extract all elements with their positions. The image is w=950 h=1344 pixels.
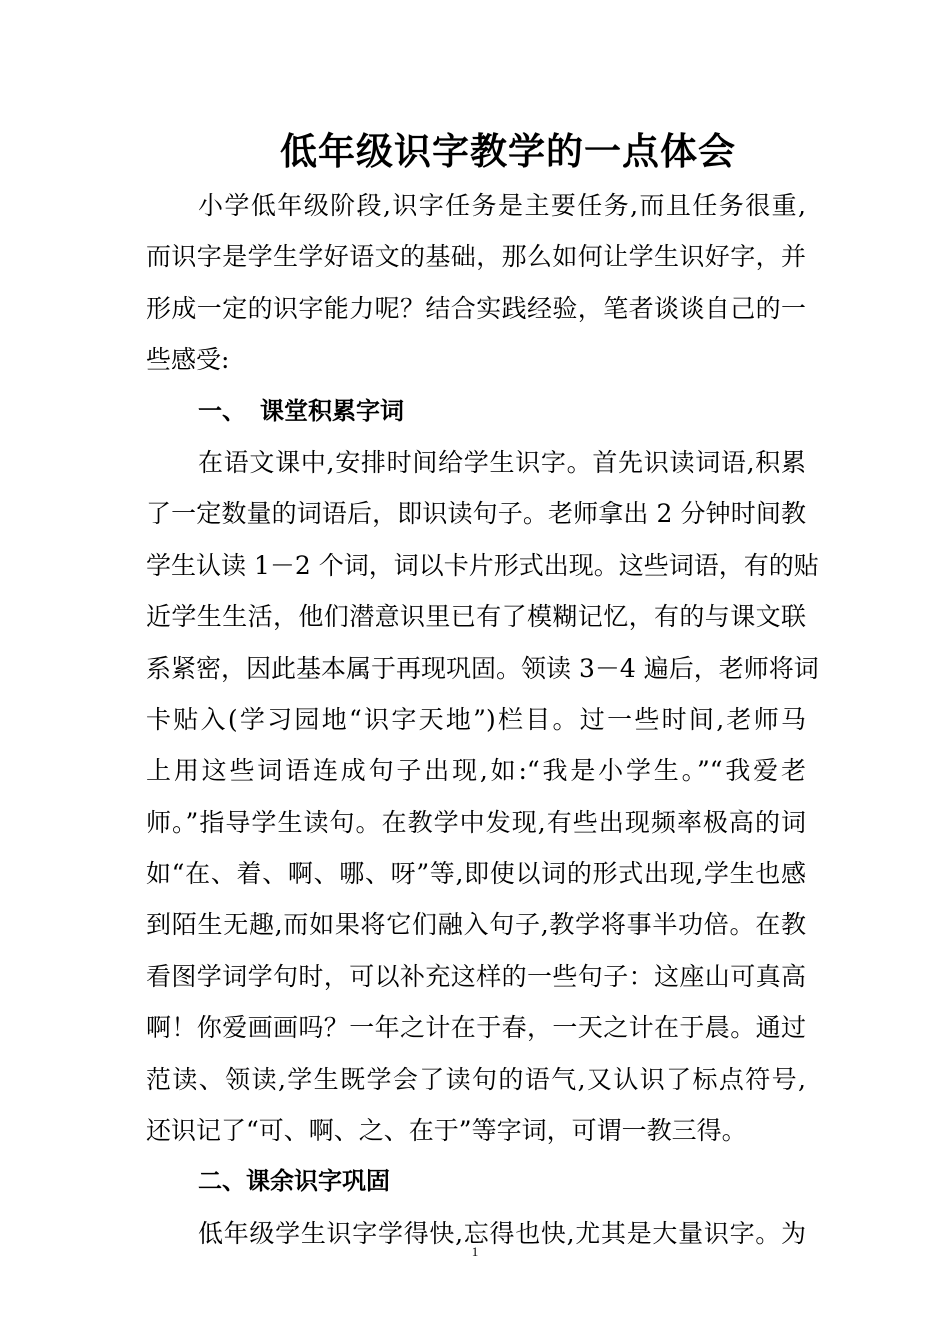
paragraph-line: 啊！你爱画画吗？一年之计在于春，一天之计在于晨。通过 <box>146 1013 806 1043</box>
section-heading-text: 课堂积累字词 <box>260 396 404 425</box>
section-heading-1 <box>146 386 806 437</box>
paragraph-line: 在语文课中,安排时间给学生识字。首先识读词语,积累 <box>198 447 806 477</box>
paragraph-line: 如“在、着、啊、哪、呀”等,即使以词的形式出现,学生也感 <box>146 859 806 889</box>
paragraph-line: 还识记了“可、啊、之、在于”等字词，可谓一教三得。 <box>146 1116 747 1146</box>
paragraph-line: 师。”指导学生读句。在教学中发现,有些出现频率极高的词 <box>146 807 806 837</box>
paragraph-line: 范读、领读,学生既学会了读句的语气,又认识了标点符号, <box>146 1064 806 1094</box>
page-number: 1 <box>471 1244 479 1259</box>
intro-line: 形成一定的识字能力呢？结合实践经验，笔者谈谈自己的一 <box>146 293 806 323</box>
paragraph-line: 系紧密，因此基本属于再现巩固。领读 3－4 遍后，老师将词 <box>146 653 819 683</box>
section-heading-2: 二、课余识字巩固 <box>198 1167 390 1196</box>
paragraph-line: 了一定数量的词语后，即识读句子。老师拿出 2 分钟时间教 <box>146 499 806 529</box>
paragraph-line: 近学生生活，他们潜意识里已有了模糊记忆，有的与课文联 <box>146 602 806 632</box>
section-number: 一、 <box>198 396 246 425</box>
paragraph-line: 到陌生无趣,而如果将它们融入句子,教学将事半功倍。在教 <box>146 910 806 940</box>
document-body <box>146 180 819 1259</box>
paragraph-line: 上用这些词语连成句子出现,如:“我是小学生。”“我爱老 <box>146 756 806 786</box>
intro-line: 小学低年级阶段,识字任务是主要任务,而且任务很重, <box>198 191 806 220</box>
paragraph-line: 看图学词学句时，可以补充这样的一些句子：这座山可真高 <box>146 961 806 991</box>
intro-line: 而识字是学生学好语文的基础，那么如何让学生识好字，并 <box>146 242 806 272</box>
paragraph-line: 低年级学生识字学得快,忘得也快,尤其是大量识字。为 <box>198 1218 806 1248</box>
paragraph-line: 卡贴入(学习园地“识字天地”)栏目。过一些时间,老师马 <box>146 704 806 734</box>
document-title: 低年级识字教学的一点体会 <box>280 130 736 173</box>
paragraph-line: 学生认读 1－2 个词，词以卡片形式出现。这些词语，有的贴 <box>146 550 819 580</box>
intro-line: 些感受: <box>146 345 230 375</box>
